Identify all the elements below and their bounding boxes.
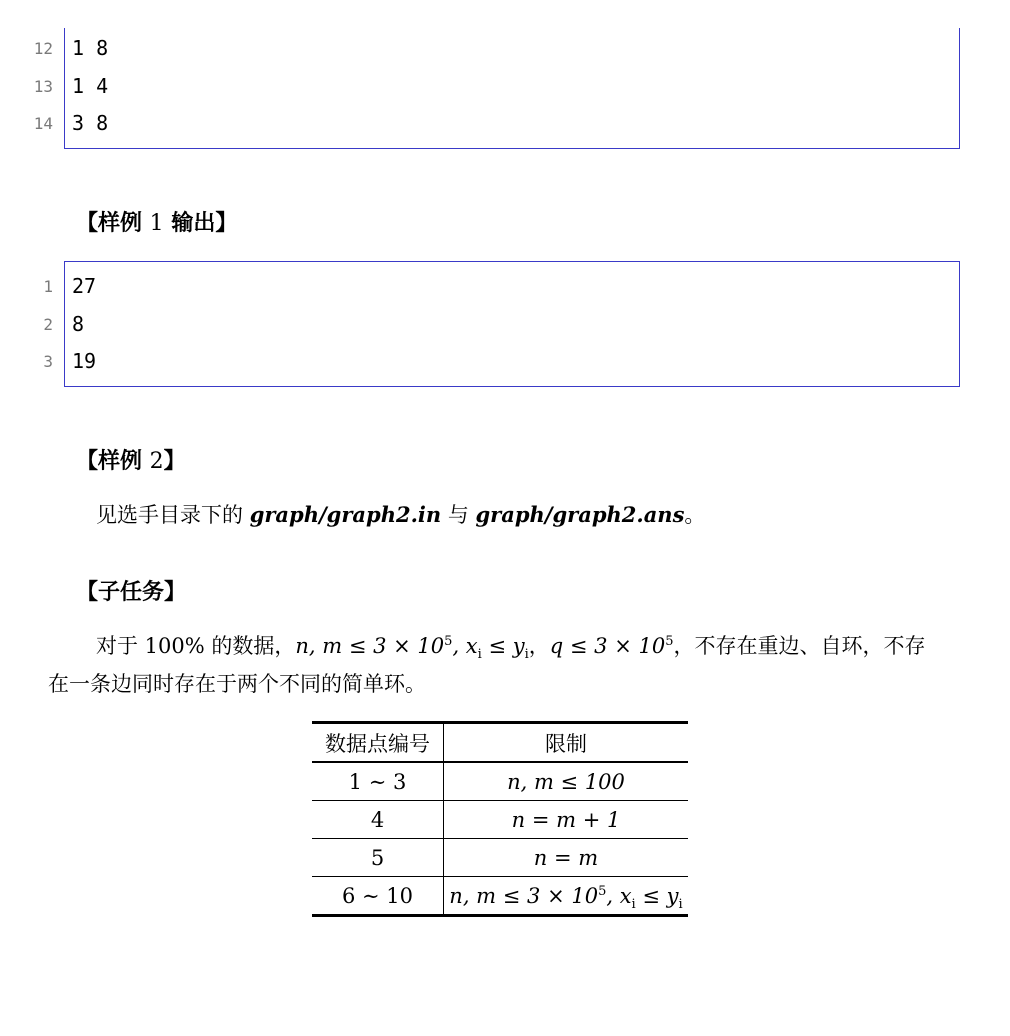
line-text: 1 4 — [72, 74, 109, 98]
line-number: 13 — [33, 77, 53, 96]
limit-cell: n, m ≤ 100 — [507, 769, 625, 794]
code-line — [33, 30, 959, 67]
line-number: 3 — [43, 352, 53, 371]
line-text: 3 8 — [72, 111, 109, 135]
subtasks-table — [312, 721, 688, 917]
code-line — [33, 105, 959, 142]
line-text: 1 8 — [72, 36, 109, 60]
line-number: 1 — [43, 277, 53, 296]
code-line — [43, 306, 959, 343]
line-text: 8 — [72, 312, 85, 336]
sample2-description: 见选手目录下的 graph/graph2.in 与 graph/graph2.ans。 — [96, 502, 706, 527]
table-header-row — [312, 723, 688, 763]
line-number: 12 — [33, 39, 53, 58]
test-id-cell: 5 — [312, 839, 444, 877]
sample1-output-code-block — [43, 261, 960, 387]
header-limit: 限制 — [545, 731, 587, 756]
sample1-output-heading: 【样例 1 输出】 — [76, 210, 238, 236]
line-number: 2 — [43, 315, 53, 334]
table-row — [312, 762, 688, 801]
table-row — [312, 801, 688, 839]
line-text: 19 — [72, 349, 97, 373]
sample1-input-code-block — [33, 28, 960, 149]
subtasks-description-line1: 对于 100% 的数据，n, $m \le 3 \times 10^5$, $x_i \le y_i$，$q \le 3 \times 10^5$，不存在重边、自环，不存 — [96, 634, 926, 663]
sample2-heading: 【样例 2】 — [76, 448, 186, 474]
header-test-id: 数据点编号 — [312, 723, 444, 763]
subtasks-heading: 【子任务】 — [76, 579, 187, 605]
limit-cell: n = m — [533, 845, 599, 870]
code-line — [43, 343, 959, 380]
code-line — [43, 268, 959, 305]
limit-cell: n, $m \le 3 \times 10^5$, $x_i \le y_i$ — [449, 883, 683, 912]
limit-cell: n = m + 1 — [511, 807, 621, 832]
test-id-cell: 1 ∼ 3 — [312, 762, 444, 801]
answer-file-name: graph/graph2.ans — [475, 502, 685, 527]
subtasks-description-line2: 在一条边同时存在于两个不同的简单环。 — [48, 672, 426, 696]
table-row — [312, 839, 688, 877]
input-file-name: graph/graph2.in — [249, 502, 442, 527]
line-number: 14 — [33, 114, 53, 133]
table-row — [312, 877, 688, 916]
test-id-cell: 6 ∼ 10 — [312, 877, 444, 916]
code-line — [33, 68, 959, 105]
line-text: 27 — [72, 274, 97, 298]
test-id-cell: 4 — [312, 801, 444, 839]
